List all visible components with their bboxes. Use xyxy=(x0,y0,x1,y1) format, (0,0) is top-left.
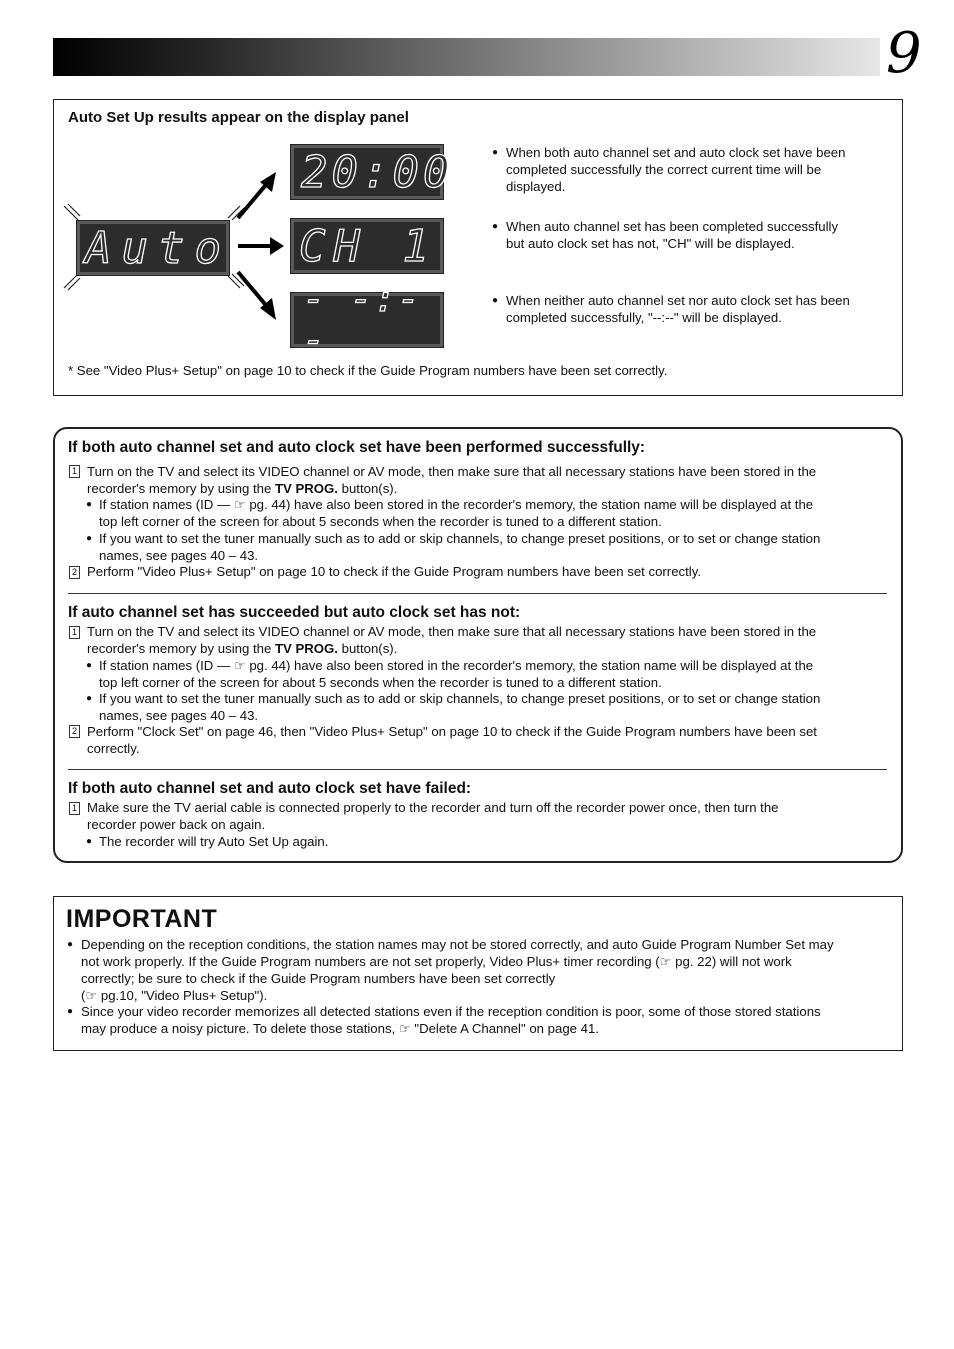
lcd-channel-panel xyxy=(290,218,444,274)
lcd-dashes-text: - -:- - xyxy=(303,279,422,361)
partial-step-2: Perform "Clock Set" on page 46, then "Video Plus+ Setup" on page 10 to check if the Guide Program numbers have been set correctly. xyxy=(87,724,817,756)
partial-bullet-2: If you want to set the tuner manually such as to add or skip channels, to change preset positions, or to set or change station names, see pages 40 – 43. xyxy=(99,691,821,723)
section-divider xyxy=(68,593,887,594)
bullet-icon: ● xyxy=(492,147,499,158)
success-bullet-2: If you want to set the tuner manually such as to add or skip channels, to change preset positions, or to set or change station names, see pages 40 – 43. xyxy=(99,531,821,563)
bullet-icon: ● xyxy=(67,1006,74,1017)
section-divider xyxy=(68,769,887,770)
partial-step-1: Turn on the TV and select its VIDEO channel or AV mode, then make sure that all necessary stations have been stored in the recorder's memory by using the TV PROG. button(s). xyxy=(87,624,817,656)
display-bullet-3: When neither auto channel set nor auto clock set has been completed successfully, "--:--" will be displayed. xyxy=(506,293,850,325)
success-bullet-1: If station names (ID — ☞ pg. 44) have also been stored in the recorder's memory, the station name will be displayed at the top left corner of the screen for about 5 seconds when the recorder is tuned to a different station. xyxy=(99,497,814,529)
success-step-2: Perform "Video Plus+ Setup" on page 10 to check if the Guide Program numbers have been set correctly. xyxy=(87,564,702,579)
step-number: 1 xyxy=(69,626,80,639)
step-number: 2 xyxy=(69,566,80,579)
partial-heading: If auto channel set has succeeded but auto clock set has not: xyxy=(68,604,521,621)
important-point-2: Since your video recorder memorizes all detected stations even if the reception condition is poor, some of those stored stations may produce a noisy picture. To delete those stations, ☞ "Delete A Channel" on page 41. xyxy=(81,1004,821,1036)
lcd-auto-panel xyxy=(76,220,230,276)
display-footnote: * See "Video Plus+ Setup" on page 10 to check if the Guide Program numbers have been set correctly. xyxy=(68,363,668,378)
lcd-channel-text: CH xyxy=(299,220,368,272)
lcd-auto-text: Auto xyxy=(85,222,231,274)
bullet-icon: ● xyxy=(86,533,93,544)
arrows-icon xyxy=(232,168,292,328)
bullet-icon: ● xyxy=(86,499,93,510)
partial-bullet-1: If station names (ID — ☞ pg. 44) have also been stored in the recorder's memory, the station name will be displayed at the top left corner of the screen for about 5 seconds when the recorder is tuned to a different station. xyxy=(99,658,814,690)
lcd-time-panel xyxy=(290,144,454,200)
important-title: IMPORTANT xyxy=(66,905,218,933)
bullet-icon: ● xyxy=(86,836,93,847)
header-gradient-bar xyxy=(53,38,880,76)
success-heading: If both auto channel set and auto clock set have been performed successfully: xyxy=(68,439,646,456)
lcd-channel-number: 1 xyxy=(402,220,429,272)
lcd-time-text: 20:00 xyxy=(301,146,454,198)
lcd-dashes-panel xyxy=(290,279,444,361)
bullet-icon: ● xyxy=(67,939,74,950)
failed-step-1: Make sure the TV aerial cable is connected properly to the recorder and turn off the recorder power once, then turn the recorder power back on again. xyxy=(87,800,779,832)
failed-heading: If both auto channel set and auto clock set have failed: xyxy=(68,780,472,797)
bullet-icon: ● xyxy=(86,660,93,671)
failed-bullet-1: The recorder will try Auto Set Up again. xyxy=(99,834,329,849)
page-number: 9 xyxy=(886,21,922,86)
step-number: 1 xyxy=(69,465,80,478)
step-number: 2 xyxy=(69,725,80,738)
bullet-icon: ● xyxy=(492,221,499,232)
success-step-1: Turn on the TV and select its VIDEO channel or AV mode, then make sure that all necessary stations have been stored in the recorder's memory by using the TV PROG. button(s). xyxy=(87,464,817,496)
display-bullet-1: When both auto channel set and auto clock set have been completed successfully the correct current time will be displayed. xyxy=(506,145,846,194)
bullet-icon: ● xyxy=(86,693,93,704)
important-point-1: Depending on the reception conditions, the station names may not be stored correctly, and auto Guide Program Number Set may not work properly. If the Guide Program numbers are not set properly, Video Plus+ timer recording (☞ pg. 22) will not work correctly; be sure to check if the Guide Program numbers have been set correctly (☞ pg.10, "Video Plus+ Setup"). xyxy=(81,937,834,1003)
display-bullet-2: When auto channel set has been completed successfully but auto clock set has not, "CH" will be displayed. xyxy=(506,219,839,251)
step-number: 1 xyxy=(69,802,80,815)
bullet-icon: ● xyxy=(492,295,499,306)
display-panel-heading: Auto Set Up results appear on the display panel xyxy=(68,109,409,126)
